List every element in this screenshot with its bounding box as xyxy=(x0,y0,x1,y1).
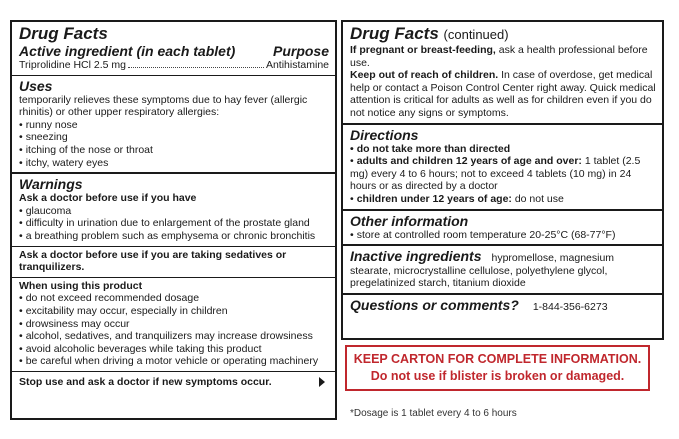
inactive-first: hypromellose, magnesium xyxy=(491,252,615,265)
keep-out-rest: In case of overdose, get medical help or contact a Poison Control Center right away. Quick medical attention is critical for adults as well as for children even if you do not notice any signs or symptoms. xyxy=(350,69,656,119)
questions-heading: Questions or comments? xyxy=(350,296,519,313)
ingredient-row xyxy=(19,59,329,72)
pregnancy-warning xyxy=(350,44,656,69)
directions-adult-rest: 1 tablet (2.5 mg) every 4 to 6 hours; not to exceed 4 tablets (10 mg) in 24 hours or as directed by a doctor xyxy=(350,155,641,193)
uses-heading: Uses xyxy=(19,77,53,94)
ask-doctor-heading: Ask a doctor before use if you have xyxy=(19,192,197,205)
stop-use-text: Stop use and ask a doctor if new symptoms occur. xyxy=(19,375,272,388)
when-using-item: • alcohol, sedatives, and tranquilizers may increase drowsiness xyxy=(19,330,329,343)
ask-doctor-item: • glaucoma xyxy=(19,205,329,218)
when-using-item: • do not exceed recommended dosage xyxy=(19,292,329,305)
other-info-heading: Other information xyxy=(350,212,469,229)
inactive-rest: stearate, microcrystalline cellulose, polyethylene glycol, pregelatinized starch, titanium dioxide xyxy=(350,264,608,290)
purpose-heading: Purpose xyxy=(272,43,329,59)
pregnancy-section xyxy=(343,22,662,125)
ingredient-purpose: Antihistamine xyxy=(265,59,329,71)
questions-row xyxy=(350,297,656,314)
warnings-ask-doctor xyxy=(12,174,335,246)
warnings-when-using xyxy=(12,278,335,372)
drug-facts-panel xyxy=(10,20,337,420)
uses-section xyxy=(12,76,335,175)
active-ingredient-header xyxy=(19,43,329,59)
carton-notice-line2: Do not use if blister is broken or damaged. xyxy=(370,369,625,383)
ask-doctor-item: • a breathing problem such as emphysema or chronic bronchitis xyxy=(19,230,329,243)
uses-item: • itching of the nose or throat xyxy=(19,144,329,157)
ask-doctor-item: • difficulty in urination due to enlargement of the prostate gland xyxy=(19,217,329,230)
directions-item xyxy=(350,155,656,193)
pregnancy-bold: If pregnant or breast-feeding, xyxy=(350,44,496,56)
keep-out-bold: Keep out of reach of children. xyxy=(350,69,499,82)
active-ingredient-heading: Active ingredient (in each tablet) xyxy=(19,43,236,59)
uses-item: • sneezing xyxy=(19,131,329,144)
when-using-item: • excitability may occur, especially in children xyxy=(19,305,329,318)
directions-item: • do not take more than directed xyxy=(350,143,656,156)
inactive-section xyxy=(343,246,662,295)
warnings-section xyxy=(12,174,335,391)
inactive-head-row xyxy=(350,248,656,265)
warnings-heading: Warnings xyxy=(19,176,83,193)
uses-intro: temporarily relieves these symptoms due to hay fever (allergic rhinitis) or other upper respiratory allergies: xyxy=(19,93,308,119)
keep-out-warning xyxy=(350,69,656,119)
continued-title-main: Drug Facts xyxy=(350,24,439,43)
drug-facts-continued-title xyxy=(350,24,656,44)
other-info-item: • store at controlled room temperature 20-25°C (68-77°F) xyxy=(350,229,656,242)
continued-title-suffix: (continued) xyxy=(443,27,509,42)
directions-child-bold: children under 12 years of age: xyxy=(356,192,512,205)
pregnancy-rest: ask a health professional before use. xyxy=(350,44,648,69)
questions-phone: 1-844-356-6273 xyxy=(532,300,608,313)
other-info-section xyxy=(343,211,662,247)
directions-adult-bold: adults and children 12 years of age and over: xyxy=(356,155,582,168)
sedatives-warning: Ask a doctor before use if you are taking sedatives or tranquilizers. xyxy=(19,248,287,274)
drug-facts-title: Drug Facts xyxy=(19,24,108,43)
warnings-stop-use xyxy=(12,372,335,392)
when-using-item: • be careful when driving a motor vehicle or operating machinery xyxy=(19,355,329,368)
when-using-item: • avoid alcoholic beverages while taking this product xyxy=(19,343,329,356)
active-ingredient-section xyxy=(12,22,335,76)
directions-section xyxy=(343,125,662,211)
directions-child-rest: do not use xyxy=(511,192,564,205)
dosage-footnote: *Dosage is 1 tablet every 4 to 6 hours xyxy=(350,408,517,419)
directions-heading: Directions xyxy=(350,126,419,143)
warnings-sedatives xyxy=(12,247,335,278)
when-using-heading: When using this product xyxy=(19,279,143,292)
uses-item: • itchy, watery eyes xyxy=(19,157,329,170)
uses-item: • runny nose xyxy=(19,119,329,132)
leader-dots xyxy=(128,67,264,68)
continue-arrow-icon xyxy=(319,377,325,387)
directions-item xyxy=(350,193,656,206)
carton-notice xyxy=(345,345,650,391)
questions-section xyxy=(343,295,662,317)
when-using-item: • drowsiness may occur xyxy=(19,318,329,331)
ingredient-name: Triprolidine HCl 2.5 mg xyxy=(19,59,126,71)
drug-facts-continued-panel xyxy=(341,20,664,340)
inactive-heading: Inactive ingredients xyxy=(350,248,482,265)
carton-notice-line1: KEEP CARTON FOR COMPLETE INFORMATION. xyxy=(353,352,642,366)
